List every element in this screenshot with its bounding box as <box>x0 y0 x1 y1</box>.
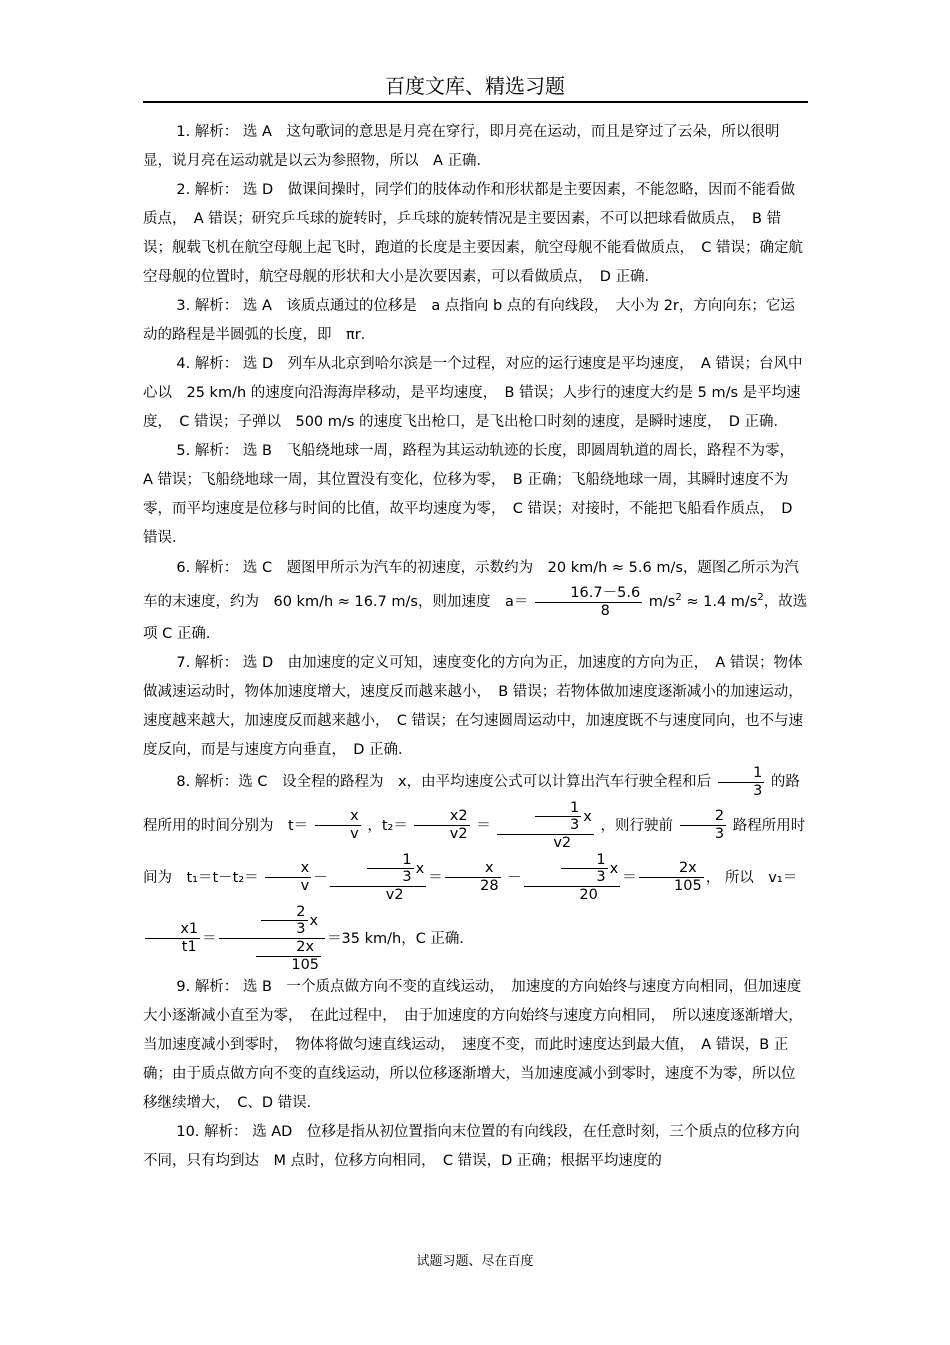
answer-8-frac-2x-105 <box>639 860 704 894</box>
frac-den: 3 <box>570 817 580 834</box>
frac-den: 3 <box>596 869 606 886</box>
answer-8-frac-x-28 <box>445 860 501 894</box>
answer-9: 9. 解析： 选 B 一个质点做方向不变的直线运动， 加速度的方向始终与速度方向相同，但加速度大小逐渐减小直至为零， 在此过程中， 由于加速度的方向始终与速度方向相同， 所以速度逐渐增大，当加速度减小到零时， 物体将做匀速直线运动， 速度不变，而此时速度达到最大值， A 错误，B 正确；由于质点做方向不变的直线运动，所以位移逐渐增大，当加速度减小到零时，速度不为零，所以位移继续增大， C、D 错误． <box>143 979 803 1112</box>
answer-8-text-e: 路程所用时间为 t₁＝t－t₂＝ <box>143 817 806 886</box>
answer-1: 1. 解析： 选 A 这句歌词的意思是月亮在穿行，即月亮在运动，而且是穿过了云朵，所以很明显，说月亮在运动就是以云为参照物，所以 A 正确． <box>143 124 780 169</box>
frac-den: 3 <box>402 869 412 886</box>
answer-10: 10. 解析： 选 AD 位移是指从初位置指向末位置的有向线段，在任意时刻，三个质点的位移方向不同，只有均到达 M 点时，位移方向相同， C 错误，D 正确；根据平均速度的 <box>143 1124 800 1170</box>
frac-num: 1 <box>367 852 414 870</box>
frac-den <box>219 939 325 973</box>
answer-8-text-f: 所以 v₁＝ <box>724 869 798 886</box>
answer-6-denominator: 8 <box>600 602 610 619</box>
answer-6-text-a: 6. 解析： 选 C 题图甲所示为汽车的初速度，示数约为 20 km/h ≈ 5.6 m/s，题图乙所示为汽车的末速度，约为 60 km/h ≈ 16.7 m/s，则加速度 a＝ <box>143 560 799 610</box>
answer-5: 5. 解析： 选 B 飞船绕地球一周，路程为其运动轨迹的长度，即圆周轨道的周长，路程不为零， A 错误；飞船绕地球一周，其位置没有变化，位移为零， B 正确；飞船绕地球一周，其瞬时速度不为零，而平均速度是位移与时间的比值，故平均速度为零， C 错误；对接时，不能把飞船看作质点， D 错误． <box>143 443 802 546</box>
answer-8-minus: － <box>313 869 328 886</box>
answer-8: 8. 解析：选 C 设全程的路程为 x，由平均速度公式可以计算出汽车行驶全程和后 $\frac{1}{3}$ 的路程所用的时间分别为 t＝ $\frac{x}{v}$ ，t₂＝ $\frac{x2}{v2}$ ＝ $\frac{1}{3}$ x v2 ，则行驶前 $\frac{2}{3}$ 路程所用时间为 t₁＝t－t₂＝ $\frac{x}{v}$ － $\frac{1}{3}$ x v2 ＝ $\frac{x}{28}$ － $\frac{1}{3}$ x 20 ＝ $\frac{2x}{105}$ ， 所以 v₁＝ $\frac{x1}{t1}$ ＝ $\frac{2}{3}$ x $\frac{2x}{105}$ ＝35 km/h，C 正确． <box>143 765 806 973</box>
answer-8-frac-third-x-20 <box>524 852 621 904</box>
frac-den: v2 <box>385 886 404 903</box>
frac-den: v <box>350 826 359 843</box>
frac-den: 3 <box>753 782 763 799</box>
answer-content <box>143 118 808 1176</box>
frac-inner <box>535 800 582 834</box>
frac-num: x1 <box>145 921 200 939</box>
frac-inner <box>256 939 321 973</box>
frac-num: 1 <box>535 800 582 818</box>
answer-8-frac-nested <box>219 904 325 974</box>
answer-6 <box>143 553 808 649</box>
answer-8-frac-1-3 <box>718 765 765 799</box>
frac-x: x <box>309 912 319 929</box>
header-rule <box>143 101 808 103</box>
frac-num <box>497 800 594 835</box>
answer-6-unit: m/s <box>648 594 676 610</box>
frac-den: v2 <box>449 826 468 843</box>
answer-2: 2. 解析： 选 D 做课间操时，同学们的肢体动作和形状都是主要因素，不能忽略，因而不能看做质点， A 错误；研究乒乓球的旋转时，乒乓球的旋转情况是主要因素，不可以把球看做质点， B 错误；舰载飞机在航空母舰上起飞时，跑道的长度是主要因素，航空母舰不能看做质点， C 错误；确定航空母舰的位置时，航空母舰的形状和大小是次要因素，可以看做质点， D 正确． <box>143 182 803 285</box>
frac-num <box>330 852 427 887</box>
answer-8-frac-third-x-v2 <box>497 800 594 852</box>
frac-num: 1 <box>718 765 765 783</box>
answer-8-eq-4: ＝ <box>202 930 217 947</box>
frac-den: t1 <box>181 938 197 955</box>
answer-6-result: ≈ 1.4 m/s <box>686 594 758 610</box>
answer-6-numerator: 16.7－5.6 <box>535 585 642 603</box>
answer-8-frac-x-v <box>315 808 361 842</box>
frac-den: 28 <box>480 878 499 895</box>
frac-den: 20 <box>579 886 598 903</box>
frac-den: v <box>300 878 310 895</box>
frac-num: 2x <box>639 860 704 878</box>
answer-8-eq: ＝ <box>476 817 491 834</box>
frac-num: x <box>445 860 501 878</box>
answer-8-frac-x2-v2 <box>414 808 469 842</box>
frac-den: 105 <box>674 878 702 895</box>
answer-8-eq-3: ＝ <box>622 869 637 886</box>
answer-8-text-g: ＝35 km/h，C 正确． <box>327 930 474 947</box>
frac-den: v2 <box>553 834 572 851</box>
frac-num: 2 <box>680 808 727 826</box>
frac-num: x <box>265 860 311 878</box>
answer-4: 4. 解析： 选 D 列车从北京到哈尔滨是一个过程，对应的运行速度是平均速度， A 错误；台风中心以 25 km/h 的速度向沿海海岸移动，是平均速度， B 错误；人步行的速度大约是 5 m/s 是平均速度， C 错误；子弹以 500 m/s 的速度飞出枪口，是飞出枪口时刻的速度，是瞬时速度， D 正确． <box>143 356 803 430</box>
answer-8-text-a: 8. 解析：选 C 设全程的路程为 x，由平均速度公式可以计算出汽车行驶全程和后 <box>176 774 712 791</box>
frac-inner <box>561 852 608 886</box>
answer-8-frac-third-x-v2-b <box>330 852 427 904</box>
frac-den: 3 <box>296 921 306 938</box>
answer-8-frac-x-v-b <box>265 860 311 894</box>
answer-3: 3. 解析： 选 A 该质点通过的位移是 a 点指向 b 点的有向线段， 大小为 2r，方向向东；它运动的路程是半圆弧的长度，即 πr． <box>143 298 795 343</box>
answer-8-text-b: 的路程所用的时间分别为 t＝ <box>143 774 800 834</box>
answer-6-sup-1: 2 <box>675 592 682 603</box>
answer-8-frac-2-3 <box>680 808 727 842</box>
page-footer: 试题习题、尽在百度 <box>416 1254 534 1269</box>
frac-inner <box>261 904 308 938</box>
answer-8-text-d: ，则行驶前 <box>600 817 673 834</box>
answer-8-frac-x1-t1 <box>145 921 200 955</box>
frac-den: 3 <box>714 826 725 843</box>
page-header-title: 百度文库、精选习题 <box>385 74 565 98</box>
answer-8-text-c: ，t₂＝ <box>367 817 408 834</box>
frac-num: 2 <box>261 904 308 922</box>
frac-x: x <box>583 808 592 825</box>
frac-num: x <box>315 808 361 826</box>
frac-inner <box>367 852 414 886</box>
answer-6-sup-2: 2 <box>757 592 764 603</box>
answer-7: 7. 解析： 选 D 由加速度的定义可知，速度变化的方向为正，加速度的方向为正， A 错误；物体做减速运动时，物体加速度增大，速度反而越来越小， B 错误；若物体做加速度逐渐减小的加速运动，速度越来越大，加速度反而越来越小， C 错误；在匀速圆周运动中，加速度既不与速度同向，也不与速度反向，而是与速度方向垂直， D 正确． <box>143 655 803 759</box>
frac-num: 1 <box>561 852 608 870</box>
answer-8-eq-2: ＝ <box>428 869 443 886</box>
answer-6-fraction <box>535 585 642 619</box>
frac-x: x <box>609 860 619 877</box>
frac-num <box>524 852 621 887</box>
answer-6-text-d: ，故选项 C 正确． <box>143 594 808 643</box>
frac-num: 2x <box>256 939 321 957</box>
frac-x: x <box>415 860 425 877</box>
frac-num <box>219 904 325 939</box>
answer-8-minus-2: － <box>507 869 522 886</box>
frac-num: x2 <box>414 808 469 826</box>
frac-den: 105 <box>291 956 320 973</box>
